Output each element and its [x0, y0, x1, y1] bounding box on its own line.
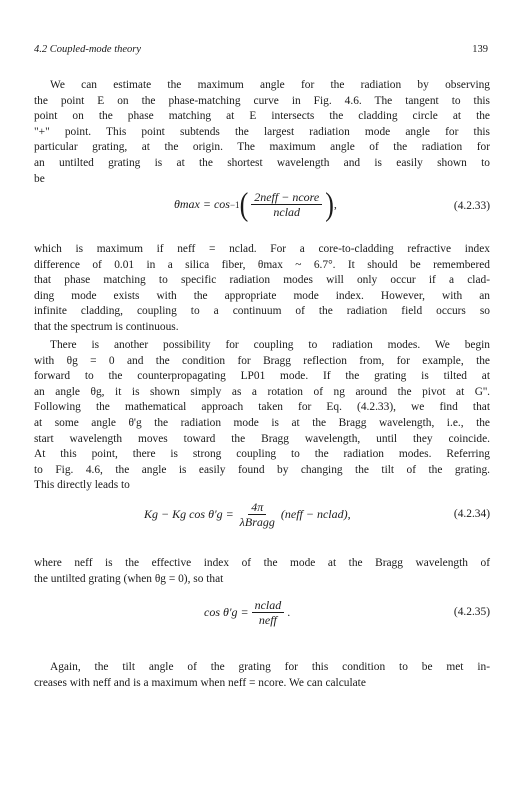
running-header-section: 4.2 Coupled-mode theory — [34, 44, 142, 55]
equation-superscript: −1 — [229, 199, 240, 210]
page-number: 139 — [472, 44, 488, 55]
right-paren-glyph: ) — [325, 185, 334, 222]
text-line: point on the phase matching at E intersects the cladding circle at the — [34, 110, 490, 123]
paragraph-1 — [34, 78, 490, 187]
text-line: At this point, there is strong coupling to the radiation modes. Referring — [34, 448, 490, 461]
paragraph-4 — [34, 556, 490, 587]
fraction-denominator: neff — [258, 613, 277, 627]
text-line: that phase matching to specific radiation modes will only occur if a clad- — [34, 274, 490, 287]
text-line: particular grating, at the origin. The maximum angle of the radiation for — [34, 141, 490, 154]
paragraph-5 — [34, 660, 490, 691]
fraction-numerator: nclad — [252, 598, 285, 613]
equation-lhs: θmax = cos — [174, 197, 230, 211]
paragraph-3 — [34, 338, 490, 494]
text-line: There is another possibility for coupling to radiation modes. We begin — [50, 339, 490, 351]
text-line: that the spectrum is continuous. — [34, 320, 179, 333]
equation-4-2-34 — [34, 500, 490, 540]
paragraph-2 — [34, 242, 490, 336]
text-line: an untilted grating is at the shortest wavelength and is easily shown to — [34, 156, 490, 169]
text-line: This directly leads to — [34, 479, 130, 492]
text-line: at some angle θ'g the radiation mode is at the Bragg wavelength, i.e., the — [34, 416, 490, 429]
equation-tail: , — [333, 197, 337, 211]
text-line: difference of 0.01 in a silica fiber, θmax ~ 6.7°. It should be remembered — [34, 258, 490, 271]
equation-fraction — [252, 598, 285, 627]
equation-number: (4.2.35) — [453, 606, 490, 618]
text-line: the untilted grating (when θg = 0), so that — [34, 572, 224, 585]
equation-lhs: cos θ'g = — [204, 605, 249, 619]
text-line: We can estimate the maximum angle for the radiation by observing — [50, 79, 490, 91]
fraction-numerator: 2neff − ncore — [251, 190, 322, 205]
text-line: which is maximum if neff = nclad. For a core-to-cladding refractive index — [34, 243, 490, 255]
equation-fraction — [251, 190, 322, 219]
equation-tail: . — [287, 605, 291, 619]
text-line: ding mode exists with the appropriate mode index. However, with an — [34, 289, 490, 302]
left-paren-glyph: ( — [239, 185, 249, 222]
equation-tail: (neff − nclad), — [280, 507, 351, 521]
equation-number: (4.2.34) — [453, 508, 490, 520]
text-line: with θg = 0 and the condition for Bragg reflection from, for example, the — [34, 354, 490, 367]
text-line: "+" point. This point subtends the largest radiation mode angle for this — [34, 125, 490, 138]
text-line: an angle θg, it is shown simply as a rotation of ng around the pivot at G''. — [34, 385, 490, 398]
text-line: to Fig. 4.6, the angle is easily found by changing the tilt of the grating. — [34, 463, 490, 476]
fraction-denominator: λBragg — [239, 515, 275, 529]
equation-4-2-35 — [34, 598, 490, 638]
text-line: be — [34, 172, 45, 185]
fraction-denominator: nclad — [273, 205, 301, 219]
text-line: the point E on the phase-matching curve in Fig. 4.6. The tangent to this — [34, 94, 490, 107]
text-line: start wavelength moves toward the Bragg wavelength, until they coincide. — [34, 432, 490, 445]
fraction-numerator: 4π — [248, 500, 266, 515]
equation-fraction — [237, 500, 278, 529]
text-line: creases with neff and is a maximum when neff = ncore. We can calculate — [34, 676, 366, 689]
equation-lhs: Kg − Kg cos θ'g = — [144, 507, 234, 521]
text-line: forward to the counterpropagating LP01 mode. If the grating is tilted at — [34, 370, 490, 383]
text-line: Again, the tilt angle of the grating for this condition to be met in- — [50, 661, 490, 673]
text-line: infinite cladding, coupling to a continuum of the radiation field occurs so — [34, 305, 490, 318]
text-line: where neff is the effective index of the mode at the Bragg wavelength of — [34, 557, 490, 569]
equation-4-2-33 — [34, 185, 490, 230]
equation-number: (4.2.33) — [453, 200, 490, 212]
text-line: Following the mathematical approach taken for Eq. (4.2.33), we find that — [34, 401, 490, 414]
